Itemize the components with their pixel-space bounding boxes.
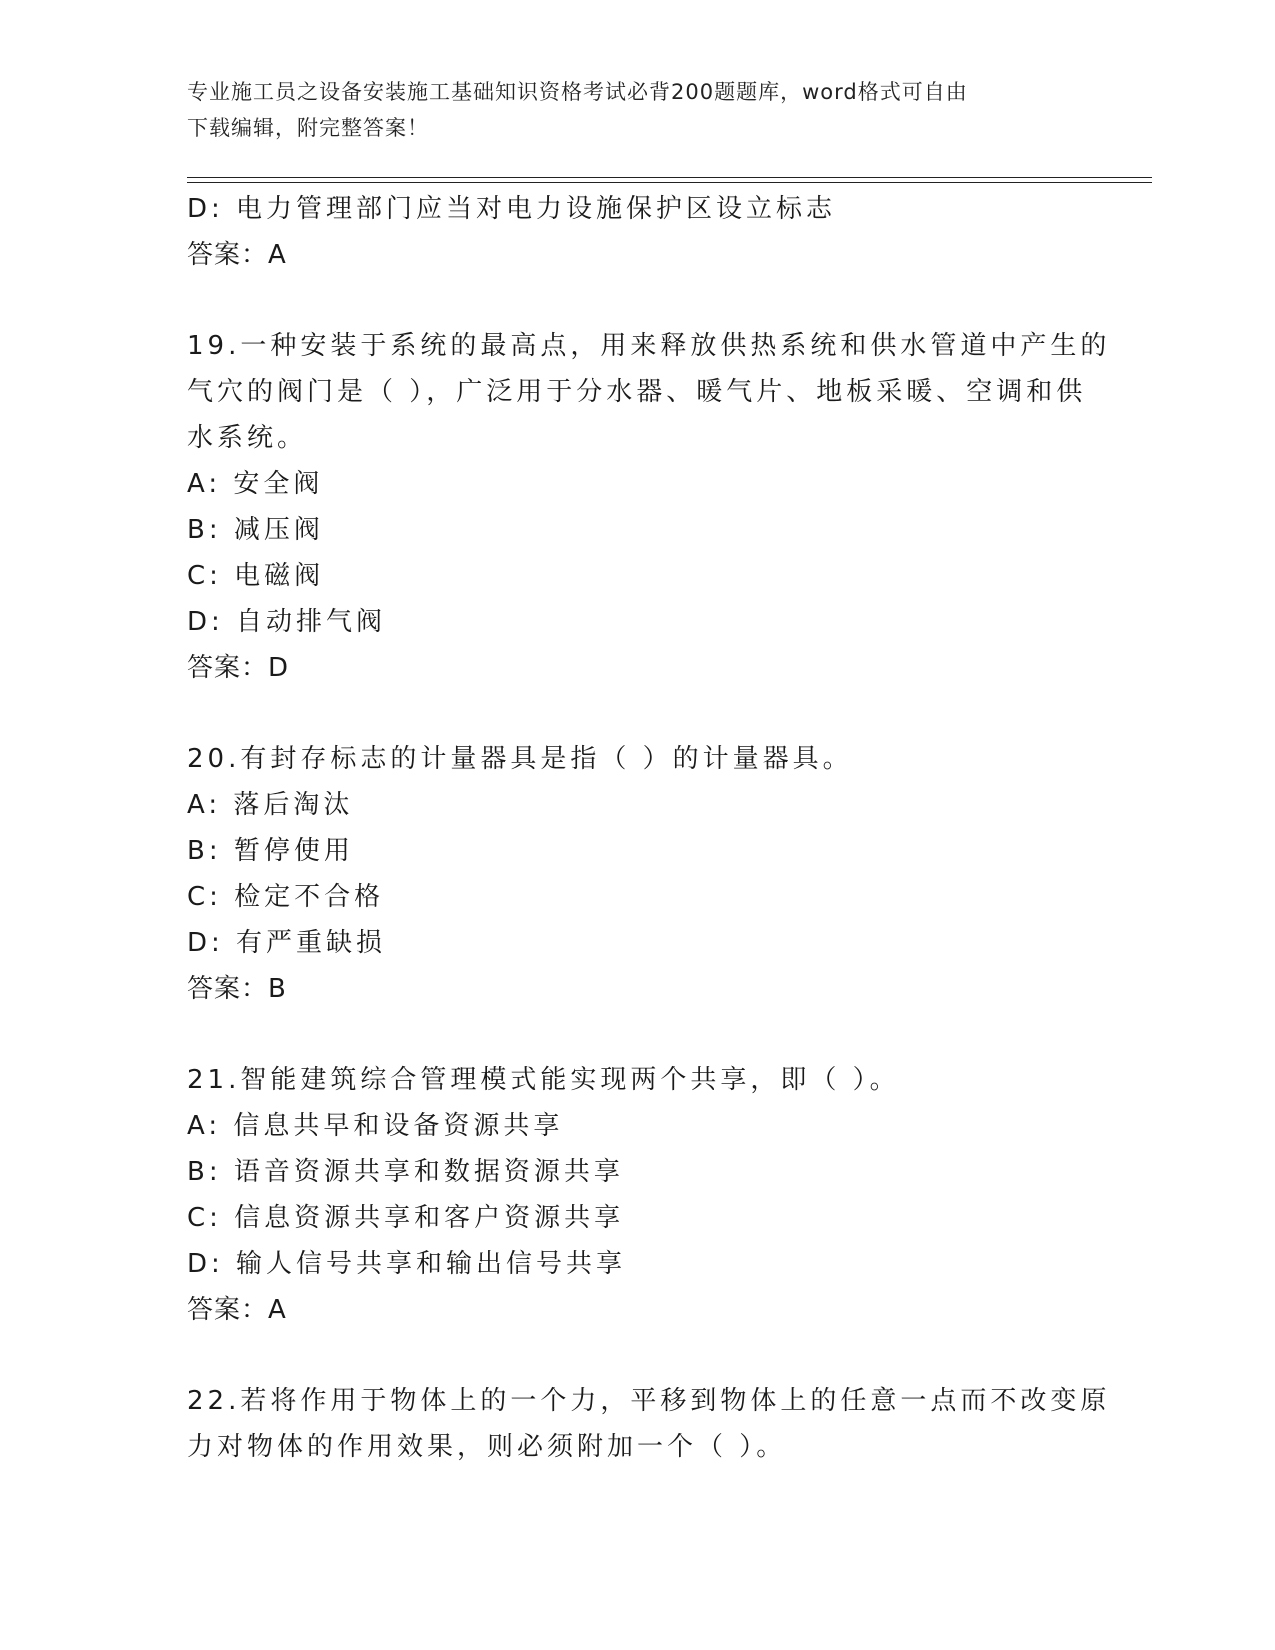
- question-stem-line: 22.若将作用于物体上的一个力，平移到物体上的任意一点而不改变原: [187, 1386, 1111, 1416]
- question-stem-line: 20.有封存标志的计量器具是指（ ）的计量器具。: [187, 744, 853, 774]
- option-d: D: 电力管理部门应当对电力设施保护区设立标志: [187, 194, 837, 224]
- option-a: A: 信息共早和设备资源共享: [187, 1111, 564, 1141]
- option-a: A: 落后淘汰: [187, 790, 354, 820]
- spacer: [187, 1012, 1087, 1057]
- header-line-2: 下载编辑，附完整答案！: [187, 116, 429, 140]
- question-20: [187, 736, 1087, 1012]
- question-stem-line: 气穴的阀门是（ ），广泛用于分水器、暖气片、地板采暖、空调和供: [187, 377, 1087, 407]
- option-b: B: 语音资源共享和数据资源共享: [187, 1157, 624, 1187]
- header-rule-top: [187, 177, 1152, 178]
- option-c: C: 信息资源共享和客户资源共享: [187, 1203, 625, 1233]
- option-d: D: 有严重缺损: [187, 928, 387, 958]
- spacer: [187, 278, 1087, 323]
- spacer: [187, 691, 1087, 736]
- question-stem-line: 力对物体的作用效果，则必须附加一个（ ）。: [187, 1432, 787, 1462]
- question-stem-line: 19.一种安装于系统的最高点，用来释放供热系统和供水管道中产生的: [187, 331, 1111, 361]
- question-list: [187, 186, 1111, 1470]
- question-18: [187, 186, 1087, 278]
- option-a: A: 安全阀: [187, 469, 324, 499]
- question-22: [187, 1378, 1111, 1470]
- answer: 答案：A: [187, 240, 287, 270]
- answer: 答案：B: [187, 974, 287, 1004]
- question-stem-line: 21.智能建筑综合管理模式能实现两个共享，即（ ）。: [187, 1065, 900, 1095]
- question-21: [187, 1057, 1087, 1333]
- header-line-1: 专业施工员之设备安装施工基础知识资格考试必背200题题库，word格式可自由: [187, 80, 968, 104]
- answer: 答案：D: [187, 653, 290, 683]
- spacer: [187, 1333, 1087, 1378]
- option-d: D: 输人信号共享和输出信号共享: [187, 1249, 627, 1279]
- page-header: [187, 74, 1067, 146]
- header-rule-bottom: [187, 182, 1152, 183]
- question-stem-line: 水系统。: [187, 423, 308, 453]
- option-c: C: 检定不合格: [187, 882, 385, 912]
- option-d: D: 自动排气阀: [187, 607, 387, 637]
- question-19: [187, 323, 1111, 691]
- option-b: B: 减压阀: [187, 515, 324, 545]
- answer: 答案：A: [187, 1295, 287, 1325]
- option-b: B: 暂停使用: [187, 836, 354, 866]
- option-c: C: 电磁阀: [187, 561, 325, 591]
